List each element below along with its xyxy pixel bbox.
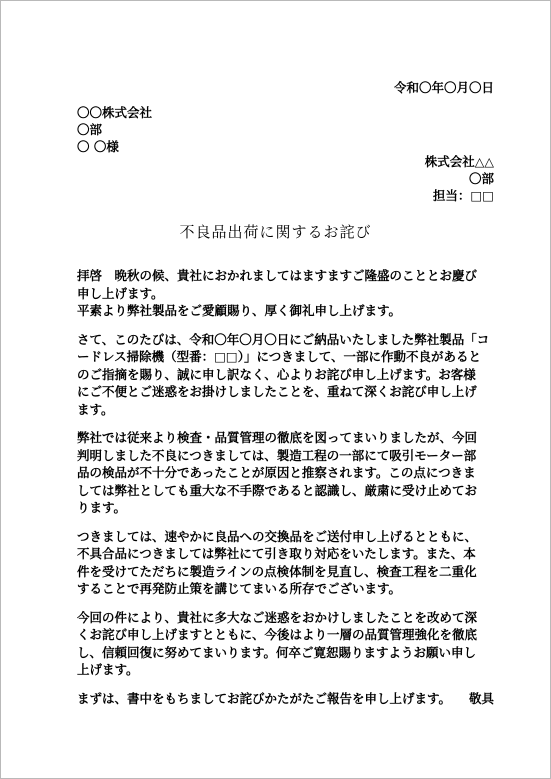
- letter-date: 令和〇年〇月〇日: [393, 80, 494, 95]
- body-line: 上げます。: [77, 662, 139, 677]
- body-line: しては弊社としても重大な不手際であると認識し、厳粛に受け止めてお: [77, 482, 478, 498]
- sender-department: 〇部: [468, 171, 494, 186]
- body-line: 件を受けてただちに製造ラインの点検体制を見直し、検査工程を二重化: [77, 563, 477, 579]
- body-line: 弊社では従来より検査・品質管理の徹底を図ってまいりましたが、今回: [77, 430, 478, 445]
- closing-keigu: 敬具: [468, 691, 494, 706]
- body-line: 不具合品につきましては弊社にて引き取り対応をいたします。また、本: [77, 546, 476, 561]
- body-line: ります。: [77, 500, 127, 515]
- body-line: することで再発防止策を講じてまいる所存でございます。: [77, 581, 402, 596]
- sender-contact: 担当：□□: [432, 188, 494, 203]
- paragraph-cause: [77, 429, 496, 517]
- body-line: のご指摘を賜り、誠に申し訳なく、心よりお詫び申し上げます。お客様: [77, 366, 476, 382]
- sender-company: 株式会社△△: [424, 154, 494, 169]
- paragraph-greeting: [77, 267, 496, 320]
- paragraph-countermeasure: [77, 528, 496, 598]
- sender-block: [425, 153, 494, 204]
- body-line: 平素より弊社製品をご愛顧賜り、厚く御礼申し上げます。: [77, 303, 402, 318]
- body-line: くお詫び申し上げますとともに、今後はより一層の品質管理強化を徹底: [77, 627, 478, 642]
- body-line: ードレス掃除機（型番：□□）」につきまして、一部に作動不良があると: [77, 349, 481, 364]
- paragraph-conclusion: [77, 690, 496, 708]
- letter-title: 不良品出荷に関するお詫び: [179, 223, 372, 241]
- body-line: 拝啓 晩秋の候、貴社におかれましてはますますご隆盛のこととお慶び: [77, 268, 478, 283]
- body-line: 判明しました不良につきましては、製造工程の一部にて吸引モーター部: [77, 447, 477, 463]
- body-line: 申し上げます。: [77, 285, 164, 301]
- body-line: さて、このたびは、令和〇年〇月〇日にご納品いたしました弊社製品「コ: [77, 331, 490, 347]
- recipient-person: 〇 〇様: [77, 139, 119, 154]
- body-line: 品の検品が不十分であったことが原因と推察されます。この点につきま: [77, 465, 476, 480]
- recipient-department: 〇部: [77, 122, 103, 137]
- body-line: にご不便とご迷惑をお掛けしましたことを、重ねて深くお詫び申し上げ: [77, 384, 477, 399]
- body-line: ます。: [77, 401, 114, 417]
- letter-body: [77, 267, 496, 718]
- body-line: し、信頼回復に努めてまいります。何卒ご寛恕賜りますようお願い申し: [77, 644, 477, 660]
- paragraph-apology: [77, 331, 496, 419]
- recipient-block: [77, 104, 152, 155]
- paragraph-commitment: [77, 609, 496, 679]
- body-line: つきましては、速やかに良品への交換品をご送付申し上げるとともに、: [77, 528, 478, 544]
- body-line: 今回の件により、貴社に多大なご迷惑をおかけしましたことを改めて深: [77, 609, 478, 625]
- body-line: まずは、書中をもちましてお詫びかたがたご報告を申し上げます。: [77, 690, 452, 706]
- recipient-company: 〇〇株式会社: [77, 105, 153, 120]
